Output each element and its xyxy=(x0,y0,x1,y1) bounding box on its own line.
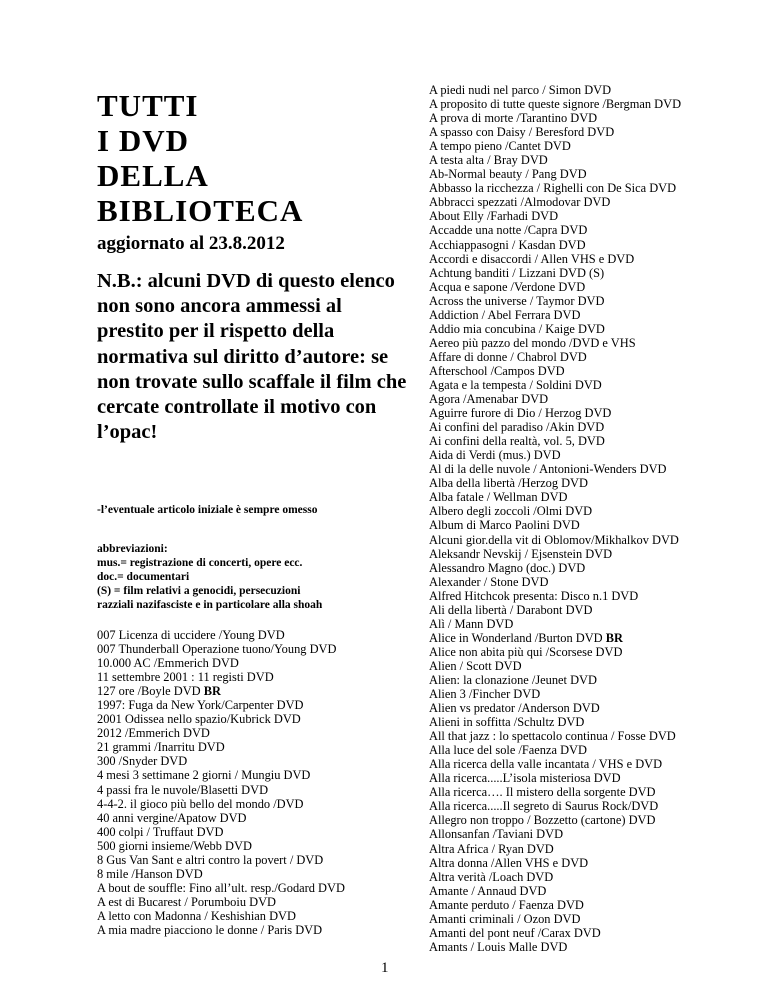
dvd-title: Amanti criminali / Ozon DVD xyxy=(429,911,581,926)
dvd-title: About Elly /Farhadi DVD xyxy=(429,209,559,224)
dvd-entry xyxy=(429,139,681,153)
dvd-entry xyxy=(97,881,345,895)
dvd-title: Alcuni gior.della vit di Oblomov/Mikhalkov DVD xyxy=(429,532,679,547)
dvd-entry xyxy=(429,322,681,336)
dvd-title: A spasso con Daisy / Beresford DVD xyxy=(429,125,615,140)
dvd-entry xyxy=(429,827,681,841)
dvd-title: Alien / Scott DVD xyxy=(429,658,522,673)
dvd-title: Amanti del pont neuf /Carax DVD xyxy=(429,925,601,940)
dvd-title: Altra verità /Loach DVD xyxy=(429,869,554,884)
dvd-title: Amants / Louis Malle DVD xyxy=(429,939,568,954)
dvd-title: Affare di donne / Chabrol DVD xyxy=(429,349,587,364)
dvd-title: Ali della libertà / Darabont DVD xyxy=(429,602,593,617)
dvd-entry xyxy=(429,392,681,406)
dvd-title: Accadde una notte /Capra DVD xyxy=(429,223,588,238)
dvd-entry xyxy=(97,923,345,937)
dvd-entry xyxy=(429,856,681,870)
dvd-entry xyxy=(429,603,681,617)
abbreviation-line: razziali nazifasciste e in particolare alla shoah xyxy=(97,599,323,611)
title-line: DELLA xyxy=(97,158,209,193)
dvd-entry xyxy=(97,909,345,923)
dvd-title: 2001 Odissea nello spazio/Kubrick DVD xyxy=(97,712,301,727)
dvd-title: 40 anni vergine/Apatow DVD xyxy=(97,810,247,825)
dvd-title: A proposito di tutte queste signore /Bergman DVD xyxy=(429,97,682,112)
bluray-badge: BR xyxy=(605,630,623,645)
dvd-title: Alla luce del sole /Faenza DVD xyxy=(429,743,587,758)
dvd-entry xyxy=(97,783,345,797)
dvd-entry xyxy=(429,252,681,266)
dvd-title: Alessandro Magno (doc.) DVD xyxy=(429,560,586,575)
main-title xyxy=(97,88,417,228)
dvd-title: A bout de souffle: Fino all’ult. resp./Godard DVD xyxy=(97,880,345,895)
dvd-title: Amante / Annaud DVD xyxy=(429,883,547,898)
dvd-entry xyxy=(429,617,681,631)
dvd-title: 400 colpi / Truffaut DVD xyxy=(97,824,224,839)
dvd-title: A testa alta / Bray DVD xyxy=(429,153,548,168)
dvd-entry xyxy=(429,926,681,940)
dvd-entry xyxy=(429,294,681,308)
dvd-entry xyxy=(97,895,345,909)
abbreviations xyxy=(97,542,322,612)
nb-notice: N.B.: alcuni DVD di questo elenco non sono ancora ammessi al prestito per il rispetto della normativa sul diritto d’autore: se non trovate sullo scaffale il film che cercate controllate il motivo con l’opac! xyxy=(97,270,407,444)
dvd-entry xyxy=(97,754,345,768)
dvd-title: Alien 3 /Fincher DVD xyxy=(429,687,541,702)
dvd-entry xyxy=(429,181,681,195)
dvd-entry xyxy=(429,659,681,673)
dvd-entry xyxy=(97,670,345,684)
dvd-entry xyxy=(97,797,345,811)
page-number: 1 xyxy=(381,960,389,976)
dvd-title: Acqua e sapone /Verdone DVD xyxy=(429,279,586,294)
dvd-title: 8 mile /Hanson DVD xyxy=(97,866,203,881)
dvd-title: Aida di Verdi (mus.) DVD xyxy=(429,448,561,463)
dvd-title: Ab-Normal beauty / Pang DVD xyxy=(429,167,587,182)
dvd-list-right xyxy=(429,83,681,954)
dvd-title: A est di Bucarest / Porumboiu DVD xyxy=(97,894,276,909)
dvd-title: 2012 /Emmerich DVD xyxy=(97,726,210,741)
dvd-entry xyxy=(429,448,681,462)
dvd-title: 4-4-2. il gioco più bello del mondo /DVD xyxy=(97,796,304,811)
dvd-entry xyxy=(429,280,681,294)
dvd-title: Abbasso la ricchezza / Righelli con De Sica DVD xyxy=(429,181,677,196)
dvd-title: A mia madre piacciono le donne / Paris DVD xyxy=(97,922,323,937)
dvd-title: 1997: Fuga da New York/Carpenter DVD xyxy=(97,698,304,713)
dvd-title: Alla ricerca della valle incantata / VHS e DVD xyxy=(429,757,663,772)
dvd-entry xyxy=(429,771,681,785)
dvd-entry xyxy=(429,308,681,322)
dvd-entry xyxy=(429,518,681,532)
dvd-title: Alexander / Stone DVD xyxy=(429,574,549,589)
dvd-title: Albero degli zoccoli /Olmi DVD xyxy=(429,504,593,519)
dvd-title: Alien vs predator /Anderson DVD xyxy=(429,701,600,716)
dvd-title: Agata e la tempesta / Soldini DVD xyxy=(429,377,602,392)
dvd-title: Altra Africa / Ryan DVD xyxy=(429,841,554,856)
dvd-entry xyxy=(429,350,681,364)
dvd-entry xyxy=(429,83,681,97)
dvd-entry xyxy=(429,125,681,139)
dvd-entry xyxy=(429,785,681,799)
dvd-entry xyxy=(429,940,681,954)
dvd-title: Afterschool /Campos DVD xyxy=(429,363,565,378)
dvd-entry xyxy=(429,490,681,504)
dvd-entry xyxy=(429,364,681,378)
dvd-title: 21 grammi /Inarritu DVD xyxy=(97,740,225,755)
title-line: I DVD xyxy=(97,123,189,158)
dvd-title: Achtung banditi / Lizzani DVD (S) xyxy=(429,265,605,280)
dvd-entry xyxy=(429,238,681,252)
dvd-title: Aguirre furore di Dio / Herzog DVD xyxy=(429,406,612,421)
dvd-entry xyxy=(97,656,345,670)
abbreviation-line: (S) = film relativi a genocidi, persecuzioni xyxy=(97,585,301,597)
dvd-title: 8 Gus Van Sant e altri contro la povert / DVD xyxy=(97,852,324,867)
dvd-entry xyxy=(429,533,681,547)
dvd-entry xyxy=(429,209,681,223)
dvd-entry xyxy=(429,420,681,434)
dvd-title: 4 passi fra le nuvole/Blasetti DVD xyxy=(97,782,269,797)
dvd-title: 007 Licenza di uccidere /Young DVD xyxy=(97,628,285,642)
dvd-title: Ai confini della realtà, vol. 5, DVD xyxy=(429,434,605,449)
dvd-title: Ai confini del paradiso /Akin DVD xyxy=(429,420,605,435)
dvd-title: Alla ricerca.....Il segreto di Saurus Rock/DVD xyxy=(429,799,659,814)
dvd-title: 11 settembre 2001 : 11 registi DVD xyxy=(97,670,274,685)
dvd-entry xyxy=(429,701,681,715)
dvd-entry xyxy=(429,167,681,181)
dvd-entry xyxy=(97,811,345,825)
dvd-entry xyxy=(429,898,681,912)
dvd-title: A letto con Madonna / Keshishian DVD xyxy=(97,908,296,923)
dvd-entry xyxy=(429,223,681,237)
dvd-entry xyxy=(97,825,345,839)
dvd-entry xyxy=(97,768,345,782)
article-note: -l’eventuale articolo iniziale è sempre omesso xyxy=(97,504,318,516)
dvd-entry xyxy=(429,715,681,729)
dvd-title: Alba della libertà /Herzog DVD xyxy=(429,476,588,491)
dvd-entry xyxy=(429,476,681,490)
dvd-title: Amante perduto / Faenza DVD xyxy=(429,897,584,912)
dvd-title: Abbracci spezzati /Almodovar DVD xyxy=(429,195,611,210)
abbreviation-line: mus.= registrazione di concerti, opere ecc. xyxy=(97,557,303,569)
dvd-title: Al di la delle nuvole / Antonioni-Wenders DVD xyxy=(429,462,667,477)
dvd-title: Aereo più pazzo del mondo /DVD e VHS xyxy=(429,335,636,350)
dvd-title: A prova di morte /Tarantino DVD xyxy=(429,111,598,126)
dvd-entry xyxy=(97,712,345,726)
dvd-title: 007 Thunderball Operazione tuono/Young DVD xyxy=(97,642,337,657)
dvd-list-left xyxy=(97,628,345,937)
dvd-title: Allonsanfan /Taviani DVD xyxy=(429,827,564,842)
dvd-title: A tempo pieno /Cantet DVD xyxy=(429,139,571,154)
dvd-entry xyxy=(429,266,681,280)
dvd-title: Alien: la clonazione /Jeunet DVD xyxy=(429,672,597,687)
dvd-title: Alì / Mann DVD xyxy=(429,616,514,631)
dvd-title: Album di Marco Paolini DVD xyxy=(429,518,580,533)
dvd-entry xyxy=(429,561,681,575)
dvd-title: Alice in Wonderland /Burton DVD xyxy=(429,630,606,645)
dvd-entry xyxy=(429,842,681,856)
dvd-entry xyxy=(429,645,681,659)
abbreviation-line: doc.= documentari xyxy=(97,571,190,583)
dvd-entry xyxy=(97,628,345,642)
dvd-title: Alla ricerca…. Il mistero della sorgente DVD xyxy=(429,785,656,800)
title-line: BIBLIOTECA xyxy=(97,193,304,228)
dvd-entry xyxy=(429,378,681,392)
dvd-entry xyxy=(429,504,681,518)
dvd-title: Addio mia concubina / Kaige DVD xyxy=(429,321,605,336)
dvd-entry xyxy=(429,462,681,476)
dvd-entry xyxy=(429,575,681,589)
dvd-entry xyxy=(429,631,681,645)
dvd-entry xyxy=(429,870,681,884)
abbreviation-line: abbreviazioni: xyxy=(97,543,168,555)
dvd-entry xyxy=(429,729,681,743)
dvd-entry xyxy=(429,673,681,687)
dvd-title: 300 /Snyder DVD xyxy=(97,754,188,769)
dvd-entry xyxy=(97,684,345,698)
update-date: aggiornato al 23.8.2012 xyxy=(97,233,285,254)
dvd-entry xyxy=(429,97,681,111)
dvd-title: Allegro non troppo / Bozzetto (cartone) DVD xyxy=(429,813,656,828)
dvd-entry xyxy=(429,743,681,757)
dvd-entry xyxy=(97,740,345,754)
dvd-entry xyxy=(429,111,681,125)
dvd-title: 127 ore /Boyle DVD xyxy=(97,684,204,699)
dvd-title: Alice non abita più qui /Scorsese DVD xyxy=(429,644,623,659)
dvd-entry xyxy=(429,589,681,603)
dvd-entry xyxy=(429,547,681,561)
dvd-entry xyxy=(429,687,681,701)
dvd-title: 4 mesi 3 settimane 2 giorni / Mungiu DVD xyxy=(97,768,311,783)
dvd-entry xyxy=(429,799,681,813)
dvd-entry xyxy=(429,153,681,167)
bluray-badge: BR xyxy=(203,684,221,699)
dvd-entry xyxy=(97,642,345,656)
dvd-entry xyxy=(429,884,681,898)
dvd-entry xyxy=(429,757,681,771)
dvd-title: Acchiappasogni / Kasdan DVD xyxy=(429,237,586,252)
title-line: TUTTI xyxy=(97,88,199,123)
dvd-entry xyxy=(429,195,681,209)
dvd-entry xyxy=(97,867,345,881)
dvd-title: Altra donna /Allen VHS e DVD xyxy=(429,855,589,870)
dvd-title: Alba fatale / Wellman DVD xyxy=(429,490,568,505)
dvd-title: A piedi nudi nel parco / Simon DVD xyxy=(429,83,612,97)
dvd-title: Accordi e disaccordi / Allen VHS e DVD xyxy=(429,251,635,266)
dvd-entry xyxy=(429,813,681,827)
dvd-entry xyxy=(97,853,345,867)
dvd-entry xyxy=(429,406,681,420)
dvd-entry xyxy=(429,336,681,350)
dvd-title: All that jazz : lo spettacolo continua / Fosse DVD xyxy=(429,729,676,744)
dvd-title: Across the universe / Taymor DVD xyxy=(429,293,605,308)
dvd-title: Aleksandr Nevskij / Ejsenstein DVD xyxy=(429,546,613,561)
dvd-entry xyxy=(97,698,345,712)
dvd-entry xyxy=(97,839,345,853)
dvd-title: Agora /Amenabar DVD xyxy=(429,392,549,407)
dvd-entry xyxy=(97,726,345,740)
dvd-title: Addiction / Abel Ferrara DVD xyxy=(429,307,581,322)
dvd-title: 10.000 AC /Emmerich DVD xyxy=(97,656,239,671)
dvd-title: Alieni in soffitta /Schultz DVD xyxy=(429,715,585,730)
dvd-title: Alfred Hitchcok presenta: Disco n.1 DVD xyxy=(429,588,639,603)
dvd-entry xyxy=(429,434,681,448)
dvd-title: Alla ricerca.....L’isola misteriosa DVD xyxy=(429,771,621,786)
dvd-title: 500 giorni insieme/Webb DVD xyxy=(97,838,252,853)
dvd-entry xyxy=(429,912,681,926)
